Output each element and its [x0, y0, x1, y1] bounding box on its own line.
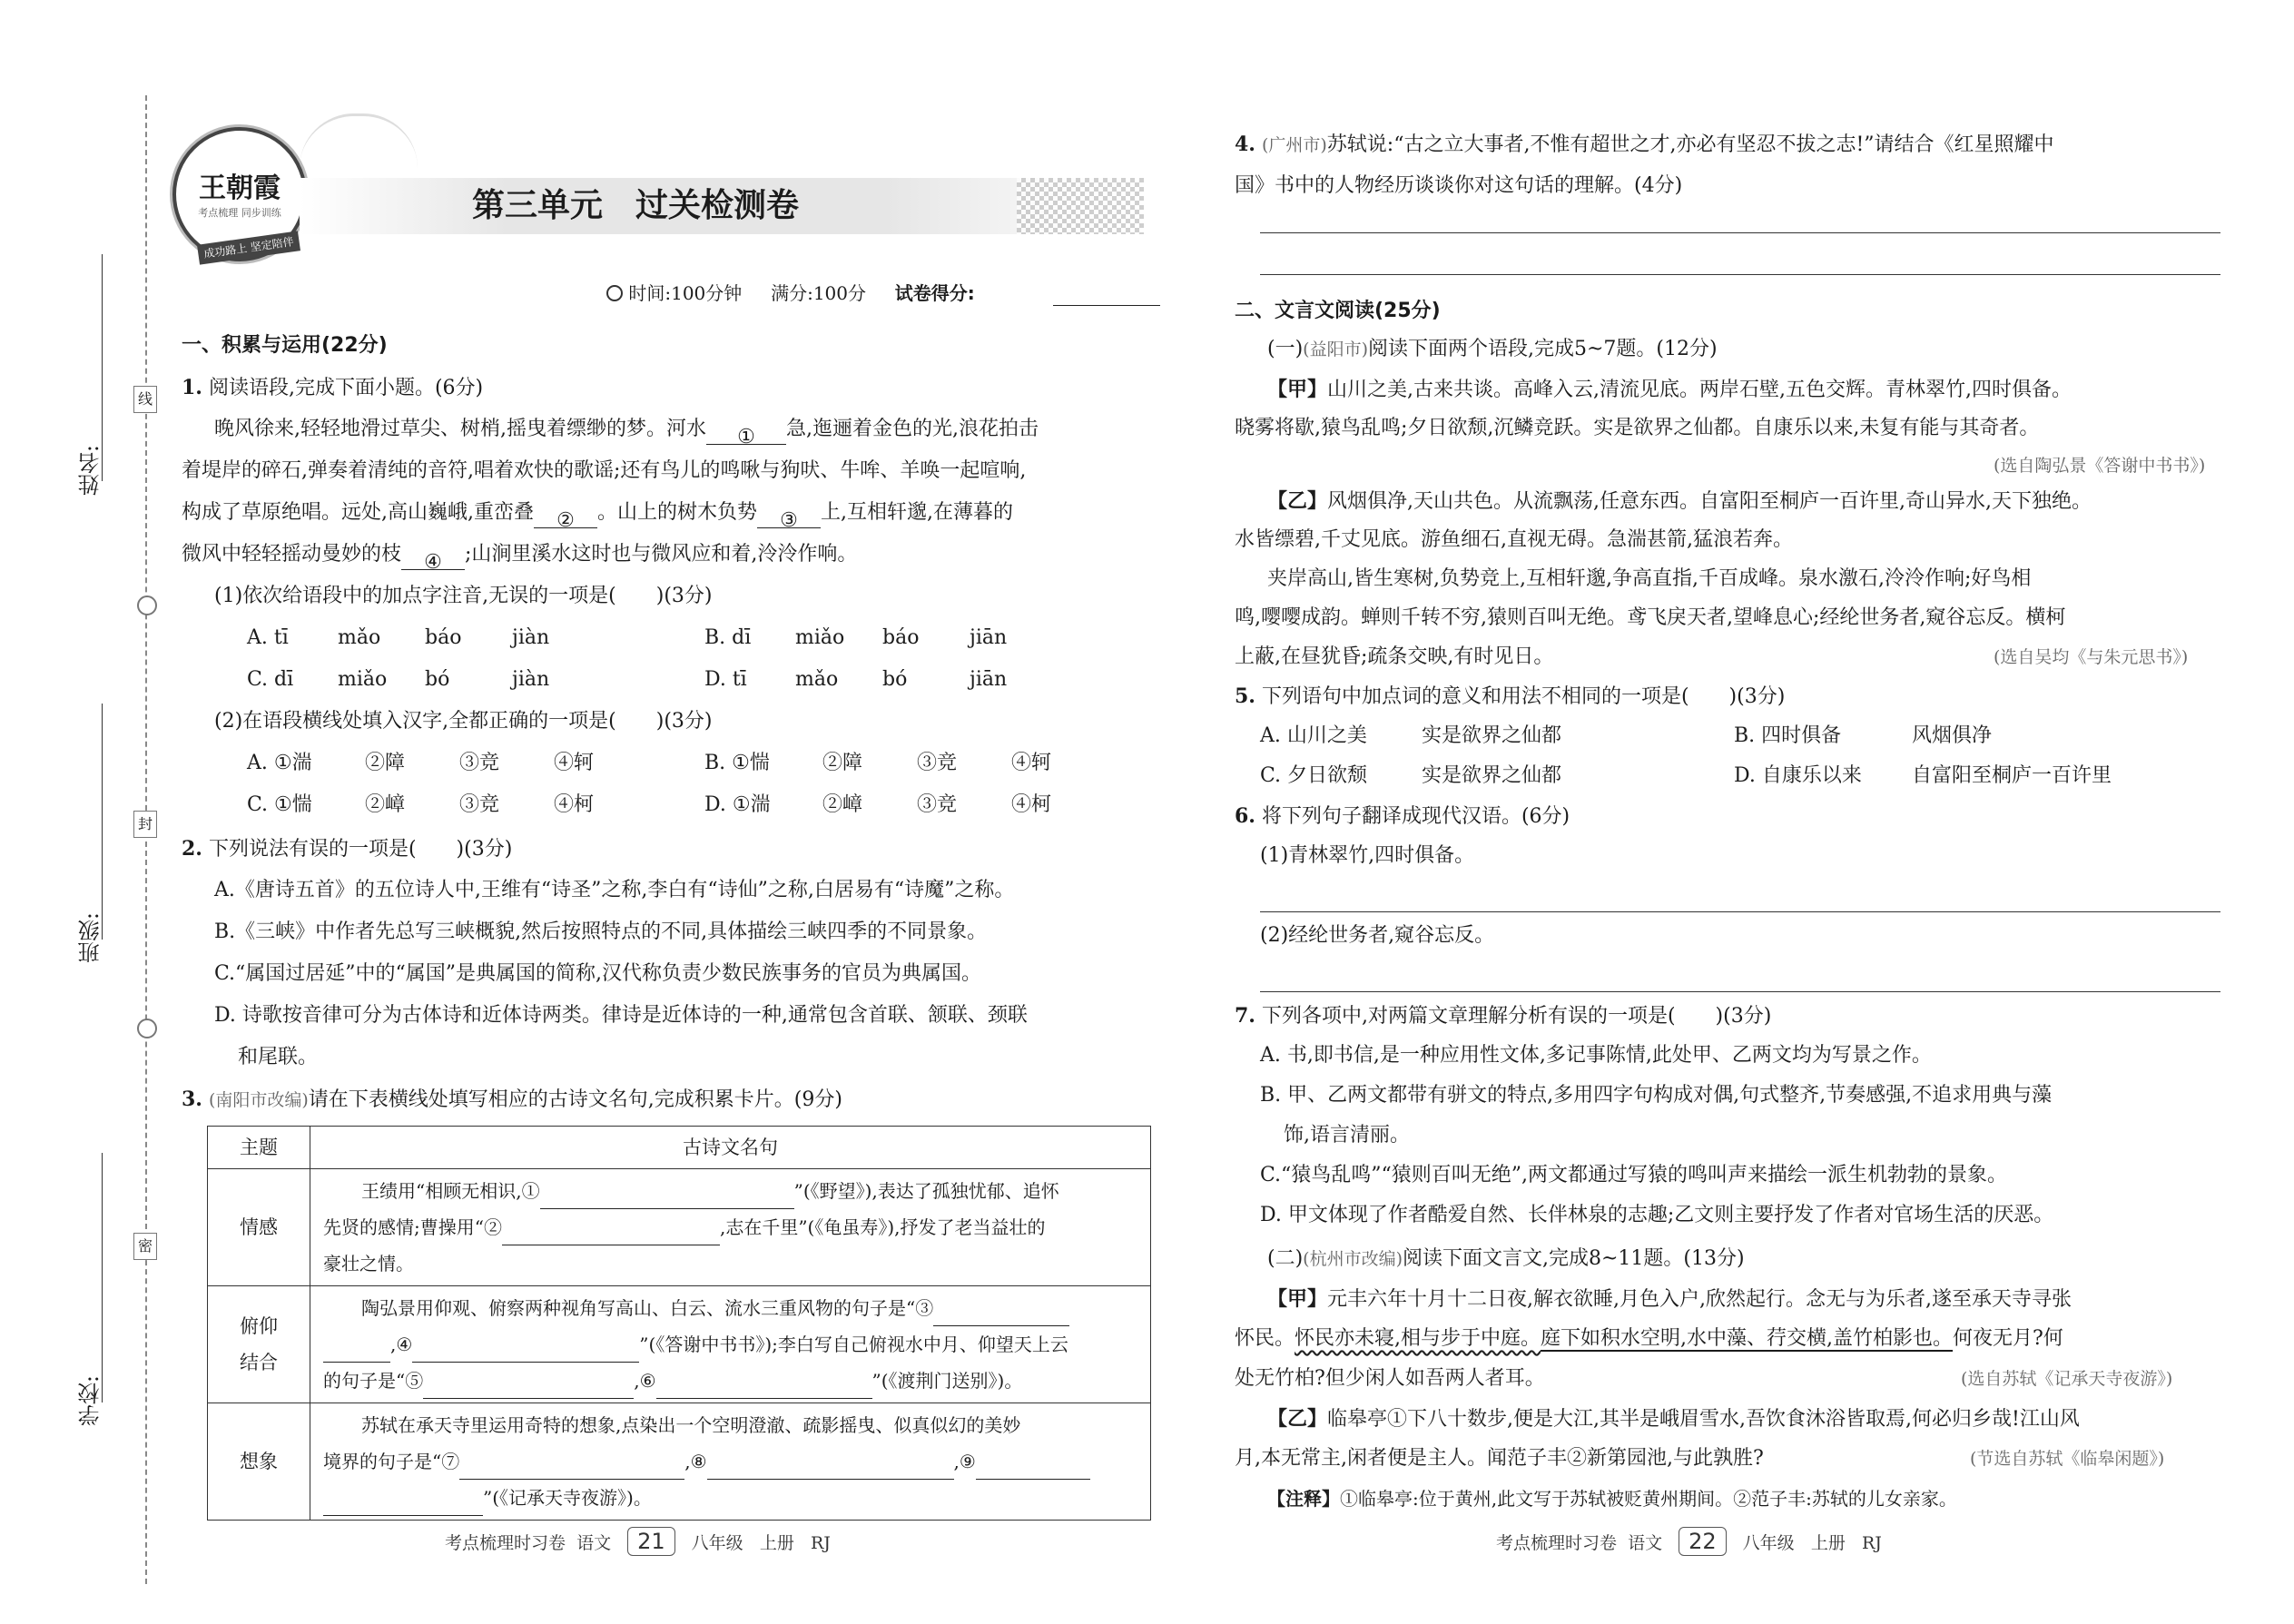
opt-text: ③竞 [459, 793, 500, 816]
opt-text: A. tī [247, 626, 289, 649]
opt-text: ③竞 [917, 752, 958, 774]
footer-text: 上册 [1810, 1533, 1846, 1553]
passage-text: 元丰六年十月十二日夜,解衣欲睡,月色入户,欣然起行。念无与为乐者,遂至承天寺寻张 [1327, 1288, 2072, 1311]
passage-yi-line3: 夹岸高山,皆生寒树,负势竞上,互相轩邈,争高直指,千百成峰。泉水激石,泠泠作响;好鸟相 [1267, 567, 2032, 590]
binding-hole-icon [137, 595, 157, 615]
passage2-jia-source: (选自苏轼《记承天寺夜游》) [1961, 1369, 2173, 1389]
section-heading: 一、积累与运用(22分) [182, 334, 388, 357]
q1-passage-line1 [214, 414, 1039, 448]
passage-jia-line2: 晓雾将歇,猿鸟乱鸣;夕日欲颓,沉鳞竞跃。实是欲界之仙都。自康乐以来,未复有能与其奇者。 [1235, 417, 2040, 439]
passage-text: 晚风徐来,轻轻地滑过草尖、树梢,摇曳着缥缈的梦。河水 [214, 418, 706, 440]
q4-stem [1235, 129, 2054, 161]
theme-text: 俯仰 [240, 1315, 278, 1337]
opt-text: ④柯 [1011, 793, 1052, 816]
opt-text: mǎo [795, 668, 839, 691]
card-text: ,④ [390, 1334, 413, 1355]
card-text: ”(《答谢中书书》);李白写自己俯视水中月、仰望天上云 [639, 1334, 1068, 1355]
accumulation-card [207, 1126, 1151, 1521]
opt-text: ②障 [365, 752, 406, 774]
option-A[interactable] [247, 748, 594, 779]
footer-text: 语文 [576, 1533, 612, 1553]
answer-blank-1[interactable] [540, 1186, 794, 1209]
opt-text: D. tī [704, 668, 747, 691]
q3-stem [182, 1084, 842, 1116]
part-source: (杭州市改编) [1303, 1249, 1403, 1269]
opt-text: 风烟俱净 [1912, 724, 1993, 747]
ribbon-decoration [300, 113, 418, 184]
opt-text: ②嶂 [365, 793, 406, 816]
card-text: ”(《记承天寺夜游》)。 [483, 1487, 652, 1509]
answer-line[interactable] [1260, 911, 2220, 912]
footer-text: 语文 [1628, 1533, 1663, 1553]
annotation [1267, 1483, 1957, 1514]
option-B[interactable]: B. 甲、乙两文都带有骈文的特点,多用四字句构成对偶,句式整齐,节奏感强,不追求用典与藻 [1260, 1084, 2053, 1107]
q1-passage-line4 [182, 539, 858, 574]
card-header-theme: 主题 [208, 1127, 310, 1169]
part2-heading [1267, 1244, 1745, 1275]
opt-text: A. ①湍 [247, 752, 312, 774]
q2-number: 2. [182, 837, 202, 861]
opt-text: C. ①惴 [247, 793, 312, 816]
answer-blank-5[interactable] [423, 1376, 634, 1399]
opt-text: C. dī [247, 668, 294, 691]
answer-blank-7[interactable] [459, 1457, 684, 1480]
passage-text: 何夜无月?何 [1953, 1327, 2063, 1350]
opt-text: B. dī [704, 626, 752, 649]
passage-label: 【乙】 [1267, 1407, 1328, 1431]
footer-text: RJ [1861, 1533, 1882, 1553]
option-C[interactable]: C.“属国过居延”中的“属国”是典属国的简称,汉代称负责少数民族事务的官员为典属国。 [214, 962, 982, 985]
q7-stem [1235, 1000, 1771, 1032]
card-text: 豪壮之情。 [323, 1253, 414, 1275]
card-text: 苏轼在承天寺里运用奇特的想象,点染出一个空明澄澈、疏影摇曳、似真似幻的美妙 [361, 1414, 1021, 1436]
blank-1[interactable]: ① [706, 422, 786, 445]
part1-heading [1267, 334, 1718, 365]
opt-text: D. ①湍 [704, 793, 771, 816]
name-field[interactable] [102, 254, 103, 481]
opt-text: A. 山川之美 [1260, 724, 1367, 747]
q1-stem [182, 372, 483, 404]
class-label: 班级: [78, 912, 103, 964]
q6-stem [1235, 801, 1570, 832]
passage-label: 【甲】 [1267, 1287, 1328, 1311]
answer-blank-8[interactable] [707, 1457, 954, 1480]
score-field[interactable] [1053, 305, 1160, 306]
exam-meta [606, 278, 975, 309]
opt-text: 实是欲界之仙都 [1422, 724, 1562, 747]
school-field[interactable] [102, 1153, 103, 1403]
logo-sub: 考点梳理 [198, 207, 239, 219]
q6-number: 6. [1235, 804, 1255, 828]
passage-text: 怀民。 [1235, 1327, 1295, 1350]
option-C[interactable]: C.“猿鸟乱鸣”“猿则百叫无绝”,两文都通过写猿的鸣叫声来描绘一派生机勃勃的景象。 [1260, 1164, 2008, 1186]
answer-blank-3-cont[interactable] [323, 1340, 390, 1363]
passage-jia-line1 [1267, 374, 2072, 406]
option-D[interactable] [704, 664, 1007, 695]
part-source: (益阳市) [1303, 340, 1368, 359]
passage-text: 微风中轻轻摇动曼妙的枝 [182, 543, 402, 566]
score-label: 试卷得分: [894, 282, 975, 304]
q4-number: 4. [1235, 133, 1255, 156]
q4-text: 苏轼说:“古之立大事者,不惟有超世之才,亦必有坚忍不拔之志!”请结合《红星照耀中 [1326, 133, 2054, 156]
part-text: 阅读下面文言文,完成8~11题。(13分) [1403, 1247, 1745, 1270]
opt-text: 实是欲界之仙都 [1422, 764, 1562, 787]
q1-passage-line3 [182, 497, 1014, 532]
opt-text: B. ①惴 [704, 752, 770, 774]
option-B[interactable] [704, 748, 1051, 779]
option-A[interactable] [1260, 721, 1561, 752]
option-B[interactable] [704, 623, 1007, 654]
q3-source: (南阳市改编) [208, 1090, 309, 1110]
option-C[interactable] [247, 790, 594, 821]
passage-text: 庭下如积水空明,水中藻、荇交横,盖竹柏影也。 [1541, 1327, 1954, 1350]
part-label: (一) [1267, 338, 1304, 360]
answer-line[interactable] [1260, 991, 2220, 992]
option-D-cont: 和尾联。 [238, 1046, 319, 1068]
option-C[interactable] [1260, 761, 1561, 792]
opt-text: B. 四时俱备 [1734, 724, 1842, 747]
card-text: ”(《野望》),表达了孤独忧郁、追怀 [793, 1180, 1059, 1202]
answer-blank-9[interactable] [976, 1457, 1090, 1480]
annotation-text: ①临皋亭:位于黄州,此文写于苏轼被贬黄州期间。②范子丰:苏轼的儿女亲家。 [1340, 1488, 1957, 1510]
card-theme-emotion: 情感 [208, 1169, 310, 1286]
opt-text: mǎo [338, 626, 381, 649]
passage-yi-source: (选自吴均《与朱元思书》) [1994, 647, 2189, 667]
card-cell-updown [310, 1286, 1151, 1403]
passage-text: 临皋亭①下八十数步,便是大江,其半是峨眉雪水,吾饮食沐浴皆取焉,何必归乡哉!江山风 [1327, 1408, 2080, 1431]
card-text: ,⑥ [634, 1370, 656, 1392]
opt-text: ②障 [822, 752, 863, 774]
passage-yi-line2: 水皆缥碧,千丈见底。游鱼细石,直视无碍。急湍甚箭,猛浪若奔。 [1235, 528, 1793, 551]
blank-2[interactable]: ② [534, 506, 597, 528]
page-number: 21 [627, 1527, 675, 1556]
seal-mark-seal: 封 [133, 811, 157, 838]
opt-text: C. 夕日欲颓 [1260, 764, 1368, 787]
passage-text: 风烟俱净,天山共色。从流飘荡,任意东西。自富阳至桐庐一百许里,奇山异水,天下独绝。 [1327, 490, 2092, 513]
q2-text: 下列说法有误的一项是( )(3分) [208, 838, 513, 861]
passage-jia-source: (选自陶弘景《答谢中书书》) [1994, 456, 2206, 476]
binding-hole-icon [137, 1019, 157, 1038]
opt-text: báo [425, 626, 462, 649]
opt-text: 自富阳至桐庐一百许里 [1912, 764, 2112, 787]
passage-label: 【甲】 [1267, 378, 1328, 401]
passage-label: 【乙】 [1267, 489, 1328, 513]
opt-text: báo [882, 626, 920, 649]
passage-text-underlined: 怀民亦未寝,相与步于中庭。 [1295, 1327, 1541, 1350]
clock-icon [606, 285, 623, 301]
logo-sub: 同步训练 [241, 207, 281, 219]
passage-yi-line4: 鸣,嘤嘤成韵。蝉则千转不穷,猿则百叫无绝。鸢飞戾天者,望峰息心;经纶世务者,窥谷忘反。横柯 [1235, 606, 2066, 629]
opt-text: bó [425, 668, 450, 691]
card-header-lines: 古诗文名句 [310, 1127, 1151, 1169]
passage-text: 。山上的树木负势 [597, 501, 758, 524]
opt-text: miǎo [795, 626, 845, 649]
blank-4[interactable]: ④ [401, 547, 465, 570]
logo-text: 王朝霞 [199, 172, 281, 204]
q1-sub1: (1)依次给语段中的加点字注音,无误的一项是( )(3分) [214, 585, 713, 607]
page-title: 第三单元 过关检测卷 [472, 187, 800, 224]
card-text: 境界的句子是“⑦ [323, 1451, 460, 1472]
school-label: 学校: [78, 1375, 103, 1427]
q7-text: 下列各项中,对两篇文章理解分析有误的一项是( )(3分) [1261, 1005, 1772, 1028]
footer-text: 八年级 [1742, 1533, 1795, 1553]
q7-number: 7. [1235, 1004, 1255, 1028]
card-cell-imagination [310, 1403, 1151, 1521]
option-C[interactable] [247, 664, 549, 695]
opt-text: bó [882, 668, 908, 691]
footer-text: 八年级 [691, 1533, 743, 1553]
opt-text: jiān [970, 668, 1008, 691]
page-number: 22 [1679, 1527, 1727, 1556]
q6-sentence-2: (2)经纶世务者,窥谷忘反。 [1260, 924, 1495, 947]
option-B-cont: 饰,语言清丽。 [1284, 1124, 1410, 1147]
card-text: ,志在千里”(《龟虽寿》),抒发了老当益壮的 [719, 1216, 1046, 1238]
passage-text: 上,互相轩邈,在薄暮的 [821, 501, 1014, 524]
card-text: 王绩用“相顾无相识,① [361, 1180, 540, 1202]
option-D[interactable] [1734, 761, 2112, 792]
answer-blank-2[interactable] [502, 1223, 720, 1245]
passage2-yi-line2: 月,本无常主,闲者便是主人。闻范子丰②新第园池,与此孰胜? [1235, 1447, 1764, 1470]
passage-yi-line1 [1267, 486, 2092, 517]
q5-stem [1235, 681, 1785, 713]
opt-text: D. 自康乐以来 [1734, 764, 1862, 787]
answer-blank-4[interactable] [412, 1340, 639, 1363]
footer-text: 考点梳理时习卷 [1496, 1533, 1618, 1553]
opt-text: jiān [970, 626, 1008, 649]
q1-text: 阅读语段,完成下面小题。(6分) [208, 377, 484, 399]
card-text: ”(《渡荆门送别》)。 [871, 1370, 1023, 1392]
passage2-yi-source: (节选自苏轼《临皋闲题》) [1970, 1449, 2165, 1469]
blank-3[interactable]: ③ [757, 506, 821, 528]
q4-text-cont: 国》书中的人物经历谈谈你对这句话的理解。(4分) [1235, 174, 1683, 197]
opt-text: ④轲 [554, 752, 595, 774]
passage2-jia-line3: 处无竹柏?但少闲人如吾两人者耳。 [1235, 1367, 1545, 1390]
opt-text: ④柯 [554, 793, 595, 816]
binding-dashed-line [145, 95, 147, 1584]
answer-blank-3[interactable] [933, 1304, 1069, 1326]
option-A[interactable]: A.《唐诗五首》的五位诗人中,王维有“诗圣”之称,李白有“诗仙”之称,白居易有“诗魔”之称。 [214, 879, 1015, 901]
opt-text: miǎo [338, 668, 388, 691]
passage2-jia-line2 [1235, 1324, 2063, 1354]
seal-mark-line: 线 [133, 386, 157, 413]
card-text: 陶弘景用仰观、俯察两种视角写高山、白云、流水三重风物的句子是“③ [361, 1297, 934, 1319]
q1-passage-line2: 着堤岸的碎石,弹奏着清纯的音符,唱着欢快的歌谣;还有鸟儿的鸣啾与狗吠、牛哞、羊唤一起喧响, [182, 459, 1027, 482]
card-theme-updown [208, 1286, 310, 1403]
card-theme-imagination: 想象 [208, 1403, 310, 1521]
full-score: 满分:100分 [771, 282, 866, 304]
time-limit: 时间:100分钟 [628, 282, 743, 304]
footer-text: RJ [810, 1533, 831, 1553]
card-cell-emotion [310, 1169, 1151, 1286]
passage-yi-line5: 上蔽,在昼犹昏;疏条交映,有时见日。 [1235, 645, 1554, 668]
title-checker [1017, 178, 1144, 234]
q1-number: 1. [182, 376, 202, 399]
answer-line[interactable] [1260, 232, 2220, 233]
option-A[interactable] [247, 623, 549, 654]
opt-text: ③竞 [917, 793, 958, 816]
opt-text: jiàn [512, 668, 550, 691]
annotation-label: 【注释】 [1267, 1488, 1340, 1510]
opt-text: jiàn [512, 626, 550, 649]
q2-stem [182, 833, 512, 865]
q5-number: 5. [1235, 684, 1255, 708]
answer-line[interactable] [1260, 274, 2220, 275]
answer-blank-6[interactable] [656, 1376, 872, 1399]
q6-sentence-1: (1)青林翠竹,四时俱备。 [1260, 844, 1475, 867]
option-D[interactable] [704, 790, 1051, 821]
footer-text: 上册 [759, 1533, 794, 1553]
card-text: ,⑧ [684, 1451, 707, 1472]
option-D[interactable]: D. 甲文体现了作者酷爱自然、长伴林泉的志趣;乙文则主要抒发了作者对官场生活的厌恶。 [1260, 1204, 2054, 1226]
option-B[interactable] [1734, 721, 1992, 752]
section-heading: 二、文言文阅读(25分) [1235, 300, 1441, 322]
class-field[interactable] [102, 704, 103, 940]
option-D[interactable]: D. 诗歌按音律可分为古体诗和近体诗两类。律诗是近体诗的一种,通常包含首联、颔联、颈联 [214, 1004, 1028, 1027]
footer-left [445, 1527, 831, 1556]
card-text: 先贤的感情;曹操用“② [323, 1216, 502, 1238]
passage-text: 山川之美,古来共谈。高峰入云,清流见底。两岸石壁,五色交辉。青林翠竹,四时俱备。 [1327, 379, 2072, 401]
q6-text: 将下列句子翻译成现代汉语。(6分) [1261, 805, 1570, 828]
theme-text: 结合 [240, 1352, 278, 1373]
footer-text: 考点梳理时习卷 [445, 1533, 566, 1553]
passage-text: 构成了草原绝唱。远处,高山巍峨,重峦叠 [182, 501, 534, 524]
q5-text: 下列语句中加点词的意义和用法不相同的一项是( )(3分) [1261, 685, 1786, 708]
passage-text: ;山涧里溪水这时也与微风应和着,泠泠作响。 [465, 543, 858, 566]
passage-text: 急,迤逦着金色的光,浪花拍击 [786, 418, 1039, 440]
card-text: 的句子是“⑤ [323, 1370, 424, 1392]
part-label: (二) [1267, 1247, 1304, 1270]
q4-source: (广州市) [1261, 135, 1327, 155]
name-label: 姓名: [78, 445, 103, 497]
logo-banner: 成功路上 坚定陪伴 [197, 231, 300, 264]
option-A[interactable]: A. 书,即书信,是一种应用性文体,多记事陈情,此处甲、乙两文均为写景之作。 [1260, 1044, 1932, 1067]
passage2-jia-line1 [1267, 1284, 2072, 1315]
opt-text: ③竞 [459, 752, 500, 774]
answer-blank-9-cont[interactable] [323, 1493, 483, 1516]
opt-text: ②嶂 [822, 793, 863, 816]
q3-text: 请在下表横线处填写相应的古诗文名句,完成积累卡片。(9分) [308, 1088, 842, 1111]
footer-right [1496, 1527, 1882, 1556]
q3-number: 3. [182, 1088, 202, 1111]
q1-sub2: (2)在语段横线处填入汉字,全都正确的一项是( )(3分) [214, 710, 713, 733]
part-text: 阅读下面两个语段,完成5~7题。(12分) [1368, 338, 1718, 360]
option-B[interactable]: B.《三峡》中作者先总写三峡概貌,然后按照特点的不同,具体描绘三峡四季的不同景象。 [214, 920, 988, 943]
card-text: ,⑨ [953, 1451, 976, 1472]
seal-mark-close: 密 [133, 1233, 157, 1260]
opt-text: ④轲 [1011, 752, 1052, 774]
passage2-yi-line1 [1267, 1403, 2080, 1435]
